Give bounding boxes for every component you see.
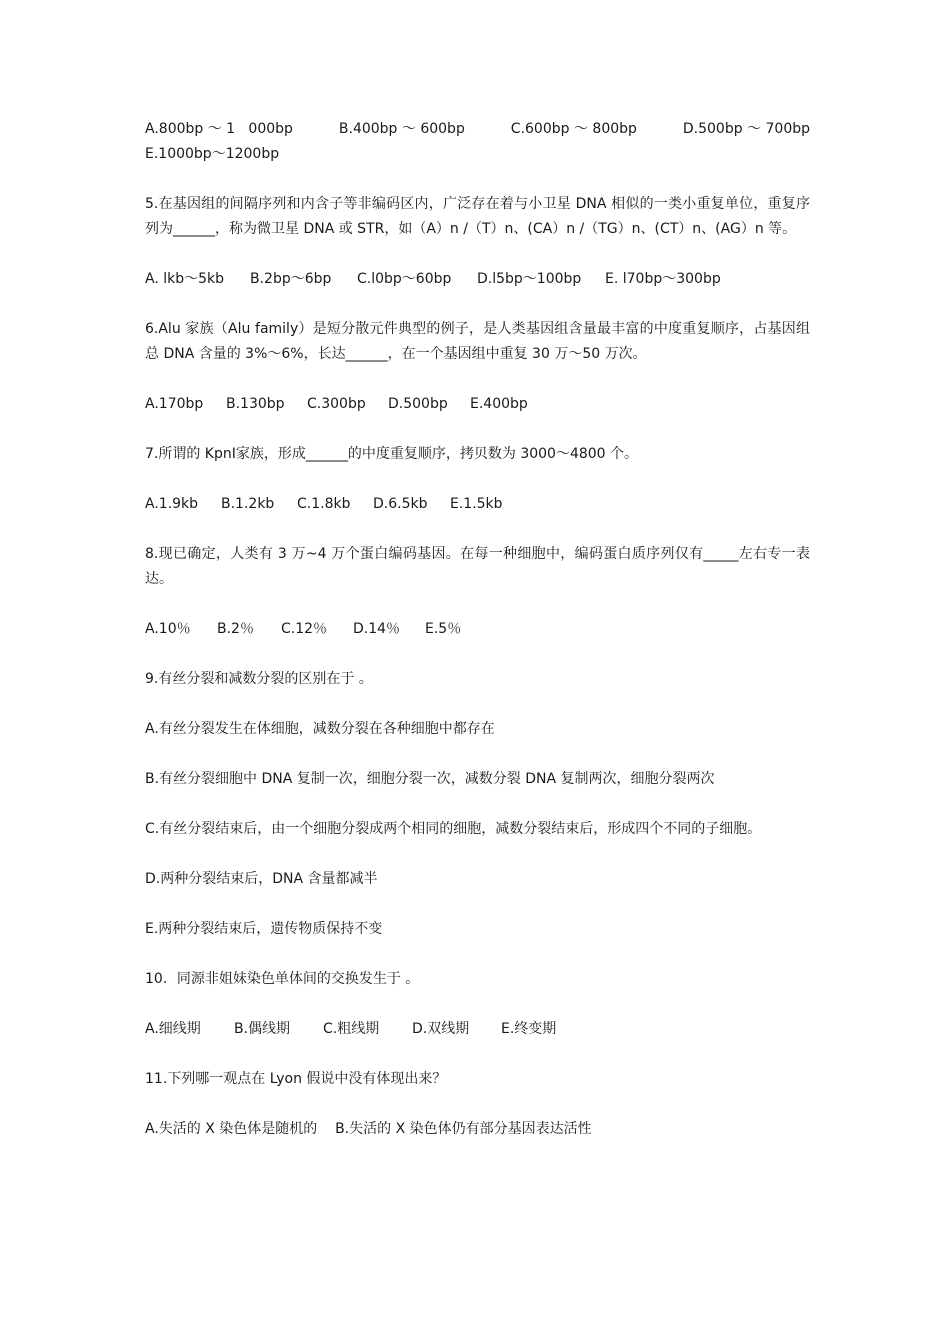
q9-option-d: D.两种分裂结束后，DNA 含量都减半 [145,871,378,887]
q7-options [145,492,810,517]
q5-option-e: E. l70bp～300bp [605,271,721,287]
q10-option-e: E.终变期 [501,1021,557,1037]
q7-option-c: C.1.8kb [297,496,351,512]
q4-option-d: D.500bp ～ 700bp [682,121,810,137]
q8-stem: 8.现已确定，人类有 3 万~4 万个蛋白编码基因。在每一种细胞中，编码蛋白质序列仅有_____左右专一表达。 [145,546,810,587]
q8-option-a: A.10％ [145,621,191,637]
q10-option-d: D.双线期 [412,1021,470,1037]
q11-options-a-b: A.失活的 X 染色体是随机的 B.失活的 X 染色体仍有部分基因表达活性 [145,1121,592,1137]
q9-stem: 9.有丝分裂和减数分裂的区别在于 。 [145,671,373,687]
q6-option-e: E.400bp [470,396,528,412]
q6-options [145,392,810,417]
q11-stem: 11.下列哪一观点在 Lyon 假说中没有体现出来？ [145,1071,447,1087]
q4-option-c: C.600bp ～ 800bp [510,121,637,137]
q8-option-d: D.14％ [353,621,401,637]
q10-option-b: B.偶线期 [234,1021,291,1037]
q6-option-b: B.130bp [226,396,285,412]
q7-option-a: A.1.9kb [145,496,199,512]
q10-options [145,1017,810,1042]
q7-option-d: D.6.5kb [373,496,428,512]
q5-option-a: A. lkb～5kb [145,271,225,287]
q6-stem: 6.Alu 家族（Alu family）是短分散元件典型的例子，是人类基因组含量最丰富的中度重复顺序，占基因组总 DNA 含量的 3%～6%，长达______，在一个基因组中重复 30 万～50 万次。 [145,321,810,362]
q7-stem: 7.所谓的 KpnⅠ家族，形成______的中度重复顺序，拷贝数为 3000～4800 个。 [145,446,639,462]
q5-option-d: D.l5bp～100bp [477,271,582,287]
q4-options [145,117,810,167]
document-page [145,117,810,1167]
q8-option-c: C.12％ [281,621,328,637]
q4-option-b: B.400bp ～ 600bp [338,121,465,137]
q5-options [145,267,810,292]
q10-stem: 10．同源非姐妹染色单体间的交换发生于 。 [145,971,420,987]
q6-option-d: D.500bp [388,396,448,412]
q8-option-e: E.5％ [425,621,462,637]
q10-option-a: A.细线期 [145,1021,201,1037]
q7-option-b: B.1.2kb [221,496,275,512]
q4-option-e: E.1000bp～1200bp [145,146,280,162]
q4-options-line1 [145,117,810,142]
q9-option-c: C.有丝分裂结束后，由一个细胞分裂成两个相同的细胞，减数分裂结束后，形成四个不同的子细胞。 [145,821,762,837]
q10-option-c: C.粗线期 [323,1021,380,1037]
q5-option-b: B.2bp～6bp [250,271,332,287]
q5-stem: 5.在基因组的间隔序列和内含子等非编码区内，广泛存在着与小卫星 DNA 相似的一类小重复单位，重复序列为______，称为微卫星 DNA 或 STR，如（A）n /（T）n、(CA）n /（TG）n、(CT）n、(AG）n 等。 [145,196,810,237]
q9-option-b: B.有丝分裂细胞中 DNA 复制一次，细胞分裂一次，减数分裂 DNA 复制两次，细胞分裂两次 [145,771,715,787]
q9-option-e: E.两种分裂结束后，遗传物质保持不变 [145,921,383,937]
q8-options [145,617,810,642]
q4-option-a: A.800bp ～ 1 000bp [145,121,293,137]
q7-option-e: E.1.5kb [450,496,503,512]
q9-option-a: A.有丝分裂发生在体细胞，减数分裂在各种细胞中都存在 [145,721,495,737]
q8-option-b: B.2％ [217,621,254,637]
q5-option-c: C.l0bp～60bp [357,271,452,287]
q6-option-c: C.300bp [307,396,366,412]
q6-option-a: A.170bp [145,396,204,412]
